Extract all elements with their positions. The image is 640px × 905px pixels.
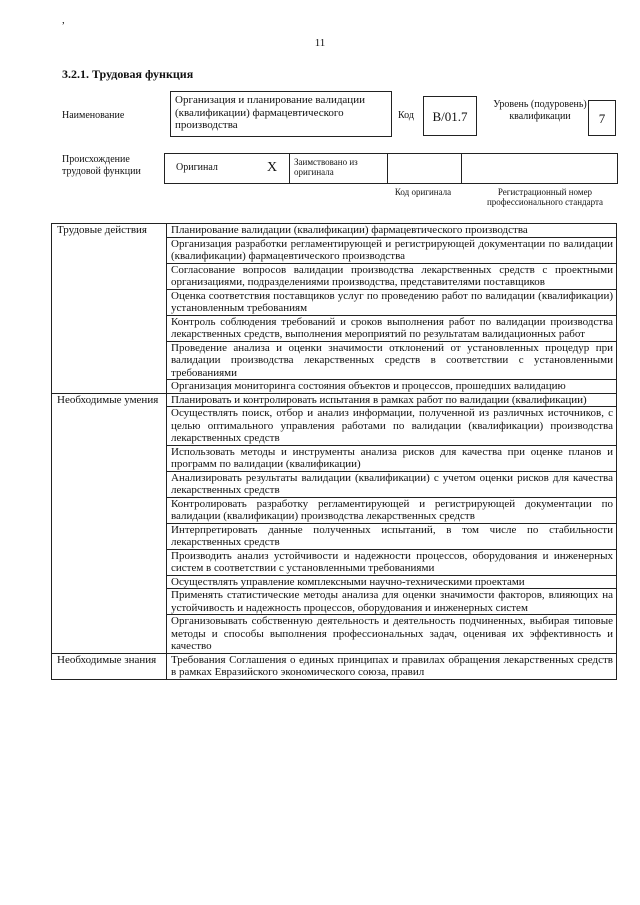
table-row (52, 653, 617, 679)
code-label: Код (398, 110, 414, 121)
section-item: Осуществлять управление комплексными научно-техническими проектами (167, 575, 617, 589)
section-item: Производить анализ устойчивости и надежности процессов, оборудования и инженерных систем в соответствии с установленными требованиями (167, 549, 617, 575)
section-item: Контроль соблюдения требований и сроков выполнения работ по валидации производства лекарственных средств, выполнения мероприятий по результатам валидационных работ (167, 315, 617, 341)
section-item: Организация разработки регламентирующей и регистрирующей документации по валидации (квалификации) фармацевтического производства (167, 237, 617, 263)
page-number: 11 (314, 37, 326, 49)
section-item: Требования Соглашения о единых принципах и правилах обращения лекарственных средств в рамках Евразийского экономического союза, правил (167, 653, 617, 679)
name-value: Организация и планирование валидации (квалификации) фармацевтического производства (170, 91, 392, 137)
origin-row (164, 153, 618, 184)
name-label: Наименование (62, 110, 125, 121)
function-table (51, 223, 617, 680)
borrowed-label: Заимствовано из оригинала (294, 157, 358, 177)
section-item: Применять статистические методы анализа для оценки значимости факторов, влияющих на устойчивость и надежность процессов, оборудования и инженерных систем (167, 589, 617, 615)
section-item: Организовывать собственную деятельность и деятельность подчиненных, выбирая типовые методы и способы выполнения профессиональных задач, оценивая их эффективность и качество (167, 615, 617, 654)
origin-label: Происхождение трудовой функции (62, 154, 141, 177)
table-row (52, 393, 617, 407)
divider (461, 154, 462, 183)
section-item: Согласование вопросов валидации производства лекарственных средств с проектными организациями, подразделениями производства, представителями поставщиков (167, 263, 617, 289)
section-title: Необходимые знания (52, 653, 167, 679)
section-item: Использовать методы и инструменты анализа рисков для качества при оценке планов и программ по валидации (квалификации) (167, 445, 617, 471)
divider (289, 154, 290, 183)
code-caption: Код оригинала (394, 187, 452, 197)
original-mark: X (267, 160, 278, 175)
reg-caption: Регистрационный номер профессионального стандарта (486, 187, 604, 207)
code-value: B/01.7 (423, 96, 477, 136)
section-item: Анализировать результаты валидации (квалификации) с учетом оценки рисков для качества лекарственных средств (167, 471, 617, 497)
section-item: Организация мониторинга состояния объектов и процессов, прошедших валидацию (167, 380, 617, 394)
table-row (52, 224, 617, 238)
section-title: Необходимые умения (52, 393, 167, 653)
level-value: 7 (588, 100, 616, 136)
section-heading: 3.2.1. Трудовая функция (62, 67, 194, 81)
section-item: Оценка соответствия поставщиков услуг по проведению работ по валидации (квалификации) установленным требованиям (167, 289, 617, 315)
section-item: Осуществлять поиск, отбор и анализ информации, полученной из различных источников, с целью оптимального управления работами по валидации (квалификации) производства лекарственных средств (167, 407, 617, 446)
section-item: Проведение анализа и оценки значимости отклонений от установленных процедур при валидации производства лекарственных средств в соответствии с установленными требованиями (167, 341, 617, 380)
section-item: Планирование валидации (квалификации) фармацевтического производства (167, 224, 617, 238)
divider (387, 154, 388, 183)
original-label: Оригинал (176, 162, 218, 173)
section-title: Трудовые действия (52, 224, 167, 394)
page-mark: , (62, 14, 65, 26)
level-label: Уровень (подуровень) квалификации (493, 99, 587, 122)
section-item: Контролировать разработку регламентирующей и регистрирующей документации по валидации (квалификации) производства лекарственных средств (167, 497, 617, 523)
section-item: Планировать и контролировать испытания в рамках работ по валидации (квалификации) (167, 393, 617, 407)
section-item: Интерпретировать данные полученных испытаний, в том числе по стабильности лекарственных средств (167, 523, 617, 549)
